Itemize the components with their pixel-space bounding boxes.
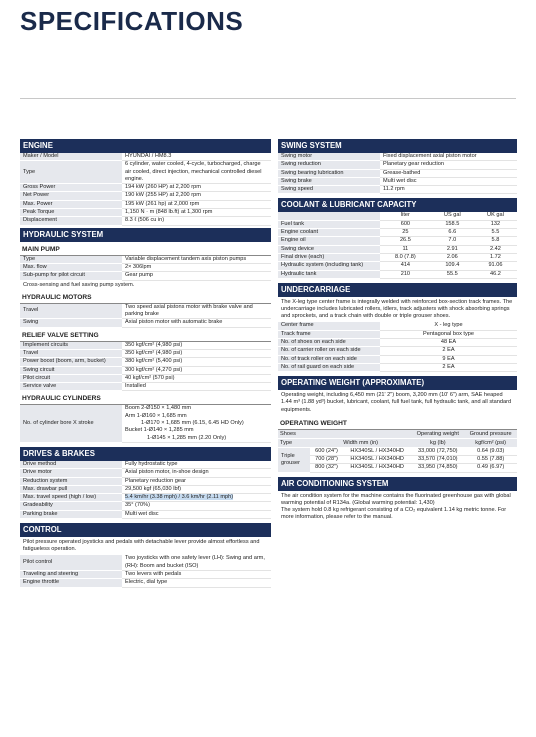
spec-key: Displacement xyxy=(20,217,122,225)
spec-value: HYUNDAI / HM8.3 xyxy=(122,153,271,161)
control-header: CONTROL xyxy=(20,523,271,537)
cell: 6.6 xyxy=(431,229,474,237)
spec-value: 300 kgf/cm² (4,270 psi) xyxy=(122,366,271,374)
spec-value: Electric, dial type xyxy=(122,579,271,587)
spec-key: Traveling and steering xyxy=(20,571,122,579)
cell: 414 xyxy=(380,262,431,270)
row-label: Engine oil xyxy=(278,237,380,245)
weight-header: OPERATING WEIGHT (APPROXIMATE) xyxy=(278,376,517,390)
weight-table xyxy=(278,430,517,473)
spec-key: No. of rail guard on each side xyxy=(278,363,380,371)
cell: 11 xyxy=(380,245,431,253)
spec-key: Center frame xyxy=(278,322,380,330)
spec-value: 9 EA xyxy=(380,355,517,363)
spec-key: Travel xyxy=(20,304,122,319)
cylinders-table xyxy=(20,405,271,442)
spec-key: Drive motor xyxy=(20,469,122,477)
col-header: Ground pressure xyxy=(464,430,517,439)
engine-header: ENGINE xyxy=(20,139,271,153)
spec-key: Gradeability xyxy=(20,502,122,510)
highlighted-value: 5.4 km/hr (3.38 mph) / 3.6 km/hr (2.11 mph) xyxy=(125,494,234,501)
coolant-header: COOLANT & LUBRICANT CAPACITY xyxy=(278,198,517,212)
col-header: liter xyxy=(380,212,431,220)
spec-key: Swing bearing lubrication xyxy=(278,169,380,177)
col-header: US gal xyxy=(431,212,474,220)
cell: 7.0 xyxy=(431,237,474,245)
cell: HX340SL / HX340HD xyxy=(343,456,411,464)
spec-value: Axial piston motor with automatic brake xyxy=(122,319,271,327)
spec-key: Maker / Model xyxy=(20,153,122,161)
spec-value: 8.3 ℓ (506 cu in) xyxy=(122,217,271,225)
spec-value: Multi wet disc xyxy=(380,177,517,185)
spec-value: 350 kgf/cm² (4,980 psi) xyxy=(122,349,271,357)
cell: 33,570 (74,010) xyxy=(411,456,464,464)
cell: 1.72 xyxy=(474,253,517,261)
spec-value: Installed xyxy=(122,383,271,391)
control-table xyxy=(20,555,271,587)
pump-note: Cross-sensing and fuel saving pump system. xyxy=(23,281,135,288)
spec-value: 2 EA xyxy=(380,347,517,355)
cylinder-line: 1-Ø145 × 1,285 mm (2.20 Only) xyxy=(147,434,227,441)
spec-value: 6 cylinder, water cooled, 4-cycle, turbocharged, charge air cooled, direct injection, mechanical controlled diesel engine. xyxy=(122,161,271,184)
motors-subheader: HYDRAULIC MOTORS xyxy=(20,292,271,304)
row-label: Engine coolant xyxy=(278,229,380,237)
cell: 33,950 (74,850) xyxy=(411,464,464,472)
spec-value: Two joysticks with one safety lever (LH): Swing and arm, (RH): Boom and bucket (ISO) xyxy=(122,555,271,570)
spec-value: Fixed displacement axial piston motor xyxy=(380,153,517,161)
spec-key: Drive method xyxy=(20,461,122,469)
cell: 210 xyxy=(380,270,431,278)
col-header: Shoes xyxy=(278,430,411,439)
page-title: SPECIFICATIONS xyxy=(20,6,244,36)
cell: 600 (24") xyxy=(310,447,343,455)
row-label: Swing device xyxy=(278,245,380,253)
spec-key: Travel xyxy=(20,349,122,357)
row-label: Triple grouser xyxy=(278,447,310,472)
cell: 8.0 (7.8) xyxy=(380,253,431,261)
left-column xyxy=(20,137,271,588)
cell: 46.2 xyxy=(474,270,517,278)
spec-key: Max. travel speed (high / low) xyxy=(20,494,122,502)
spec-key: Engine throttle xyxy=(20,579,122,587)
spec-value: Two speed axial pistons motor with brake valve and parking brake xyxy=(122,304,271,319)
spec-value: Axial piston motor, in-shoe design xyxy=(122,469,271,477)
col-header: kg (lb) xyxy=(411,438,464,447)
spec-value: 29,500 kgf (65,030 lbf) xyxy=(122,485,271,493)
cell: 5.8 xyxy=(474,237,517,245)
cell: 800 (32") xyxy=(310,464,343,472)
divider xyxy=(20,98,516,99)
spec-value: 195 kW (261 hp) at 2,000 rpm xyxy=(122,200,271,208)
spec-key: Service valve xyxy=(20,383,122,391)
coolant-table xyxy=(278,212,517,278)
engine-table xyxy=(20,153,271,226)
cell: 2.91 xyxy=(431,245,474,253)
spec-value: X - leg type xyxy=(380,322,517,330)
ac-header: AIR CONDITIONING SYSTEM xyxy=(278,477,517,491)
cell: 25 xyxy=(380,229,431,237)
spec-key: Type xyxy=(20,161,122,184)
spec-value: 1,150 N · m (848 lb.ft) at 1,300 rpm xyxy=(122,209,271,217)
ac-note-1: The air condition system for the machine contains the fluorinated greenhouse gas with global warming potential of R134a. (Global warming potential: 1,430) xyxy=(281,492,511,506)
spec-value: 2× 306lpm xyxy=(122,263,271,271)
spec-key: Peak Torque xyxy=(20,209,122,217)
motors-table xyxy=(20,304,271,328)
drives-table xyxy=(20,461,271,519)
spec-value: Planetary reduction gear xyxy=(122,477,271,485)
swing-header: SWING SYSTEM xyxy=(278,139,517,153)
col-header: Type xyxy=(278,438,310,447)
spec-value: 194 kW (260 HP) at 2,200 rpm xyxy=(122,184,271,192)
cell: 158.5 xyxy=(431,220,474,228)
col-header: UK gal xyxy=(474,212,517,220)
spec-key: Max. drawbar pull xyxy=(20,485,122,493)
hydraulic-header: HYDRAULIC SYSTEM xyxy=(20,228,271,242)
cell: 5.5 xyxy=(474,229,517,237)
spec-key: Swing brake xyxy=(278,177,380,185)
spec-key: Gross Power xyxy=(20,184,122,192)
cell: HX340SL / HX340HD xyxy=(343,447,411,455)
cell: HX340SL / HX340HD xyxy=(343,464,411,472)
spec-key: No. of track roller on each side xyxy=(278,355,380,363)
spec-value: Two levers with pedals xyxy=(122,571,271,579)
spec-value: Variable displacement tandem axis piston pumps xyxy=(122,256,271,264)
undercarriage-note: The X-leg type center frame is integrally welded with reinforced box-section track frames. The undercarriage includes lubricated rollers, idlers, track adjusters with shock absorbing springs and sprockets, and a track chain with double or triple grouser shoes. xyxy=(281,298,513,320)
spec-value: 2 EA xyxy=(380,363,517,371)
spec-value: Pentagonal box type xyxy=(380,330,517,338)
spec-key: Max. Power xyxy=(20,200,122,208)
spec-value: Planetary gear reduction xyxy=(380,161,517,169)
control-note: Pilot pressure operated joysticks and pedals with detachable lever provide almost effortless and fatigueless operation. xyxy=(23,539,260,553)
cell: 700 (28") xyxy=(310,456,343,464)
cylinder-line: Bucket 1-Ø140 × 1,285 mm xyxy=(125,427,194,434)
cell: 2.42 xyxy=(474,245,517,253)
cylinder-line: Boom 2-Ø150 × 1,480 mm xyxy=(125,405,192,412)
spec-value: 350 kgf/cm² (4,980 psi) xyxy=(122,342,271,350)
col-header: Operating weight xyxy=(411,430,464,439)
spec-key: Type xyxy=(20,256,122,264)
spec-key: Reduction system xyxy=(20,477,122,485)
undercarriage-table xyxy=(278,322,517,372)
spec-key: Net Power xyxy=(20,192,122,200)
spec-value: 40 kgf/cm² (570 psi) xyxy=(122,374,271,382)
spec-value: 380 kgf/cm² (5,400 psi) xyxy=(122,358,271,366)
spec-key: Power boost (boom, arm, bucket) xyxy=(20,358,122,366)
spec-value: Multi wet disc xyxy=(122,510,271,518)
relief-subheader: RELIEF VALVE SETTING xyxy=(20,330,271,342)
spec-value: Gear pump xyxy=(122,272,271,280)
cylinder-lines xyxy=(122,405,271,442)
spec-key: Swing circuit xyxy=(20,366,122,374)
spec-key: Pilot circuit xyxy=(20,374,122,382)
spec-value: 48 EA xyxy=(380,339,517,347)
spec-key: Implement circuits xyxy=(20,342,122,350)
right-column xyxy=(278,137,517,524)
cell: 91.06 xyxy=(474,262,517,270)
spec-value: Grease-bathed xyxy=(380,169,517,177)
swing-table xyxy=(278,153,517,194)
spec-value: 190 kW (255 HP) at 2,200 rpm xyxy=(122,192,271,200)
cell: 600 xyxy=(380,220,431,228)
spec-key: No. of carrier roller on each side xyxy=(278,347,380,355)
cell: 26.5 xyxy=(380,237,431,245)
undercarriage-header: UNDERCARRIAGE xyxy=(278,283,517,297)
spec-key: No. of cylinder bore X stroke xyxy=(20,405,122,442)
cell: 33,000 (72,750) xyxy=(411,447,464,455)
spec-key: Swing xyxy=(20,319,122,327)
spec-key: Sub-pump for pilot circuit xyxy=(20,272,122,280)
cylinders-subheader: HYDRAULIC CYLINDERS xyxy=(20,393,271,405)
row-label: Fuel tank xyxy=(278,220,380,228)
main-pump-subheader: MAIN PUMP xyxy=(20,244,271,256)
col-header xyxy=(278,212,380,220)
cell: 2.06 xyxy=(431,253,474,261)
spec-value: Fully hydrostatic type xyxy=(122,461,271,469)
col-header: kgf/cm² (psi) xyxy=(464,438,517,447)
spec-key: Track frame xyxy=(278,330,380,338)
row-label: Final drive (each) xyxy=(278,253,380,261)
ac-note-2: The system hold 0.8 kg refrigerant consisting of a CO₂ equivalent 1.14 kg metric tonne. For more information, please refer to the manual. xyxy=(281,507,507,521)
weight-table-title: OPERATING WEIGHT xyxy=(278,418,517,430)
cell: 55.5 xyxy=(431,270,474,278)
spec-value xyxy=(122,494,271,502)
row-label: Hydraulic tank xyxy=(278,270,380,278)
spec-key: No. of shoes on each side xyxy=(278,339,380,347)
cell: 0.64 (9.03) xyxy=(464,447,517,455)
spec-key: Swing motor xyxy=(278,153,380,161)
spec-key: Swing speed xyxy=(278,186,380,194)
weight-note: Operating weight, including 6,450 mm (21' 2") boom, 3,200 mm (10' 6") arm, SAE heaped 1.44 m³ (1.88 yd³) bucket, lubricant, coolant, full fuel tank, full hydraulic tank, and all standard equipments. xyxy=(281,392,512,413)
cell: 132 xyxy=(474,220,517,228)
cell: 0.49 (6.97) xyxy=(464,464,517,472)
drives-header: DRIVES & BRAKES xyxy=(20,447,271,461)
row-label: Hydraulic system (including tank) xyxy=(278,262,380,270)
cylinder-line: Arm 1-Ø160 × 1,685 mm xyxy=(125,412,187,419)
spec-key: Parking brake xyxy=(20,510,122,518)
spec-key: Pilot control xyxy=(20,555,122,570)
relief-table xyxy=(20,342,271,392)
cell: 0.55 (7.88) xyxy=(464,456,517,464)
spec-value: 11.2 rpm xyxy=(380,186,517,194)
cylinder-line: 1-Ø170 × 1,685 mm (6.15, 6.45 HD Only) xyxy=(141,420,244,427)
spec-key: Max. flow xyxy=(20,263,122,271)
spec-key: Swing reduction xyxy=(278,161,380,169)
col-header: Width mm (in) xyxy=(310,438,411,447)
cell: 109.4 xyxy=(431,262,474,270)
main-pump-table xyxy=(20,256,271,281)
spec-value: 35° (70%) xyxy=(122,502,271,510)
